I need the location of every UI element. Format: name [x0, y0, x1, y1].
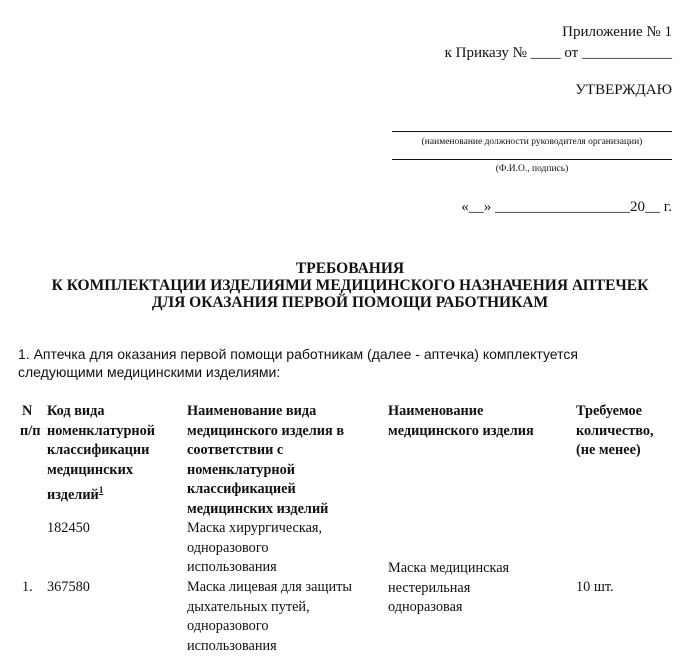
name-caption: (Ф.И.О., подпись) — [495, 164, 569, 174]
header-num — [20, 402, 48, 441]
quantity-cell: 10 шт. — [576, 579, 614, 595]
intro-line-2: следующими медицинскими изделиями: — [18, 364, 281, 380]
row-number-cell: 1. — [22, 579, 33, 595]
name-signature-line — [392, 159, 672, 160]
type-name-line: Маска хирургическая, — [187, 520, 323, 536]
item-name-cell — [388, 559, 573, 618]
type-name-line: Маска лицевая для защиты — [187, 579, 352, 595]
header-type-line-6: медицинских изделий — [187, 500, 329, 517]
title-line-1: ТРЕБОВАНИЯ — [295, 260, 405, 277]
header-code-line-5 — [47, 480, 182, 505]
item-name-line: одноразовая — [388, 599, 463, 615]
code-cell: 182450 — [47, 520, 90, 536]
document-title — [10, 260, 690, 311]
header-qty-line-1: Требуемое — [576, 403, 642, 419]
type-name-line: одноразового — [187, 618, 269, 634]
intro-paragraph — [18, 345, 690, 381]
type-name-cell — [187, 578, 387, 656]
approve-label: УТВЕРЖДАЮ — [575, 82, 672, 98]
footnote-link[interactable]: 1 — [98, 485, 104, 495]
header-code-line-3: классификации — [47, 442, 150, 458]
header-type-line-1: Наименование вида — [187, 403, 317, 419]
header-code-line-2: номенклатурной — [47, 422, 156, 439]
type-name-line: использования — [187, 637, 277, 654]
header-code-line-1: Код вида — [47, 403, 105, 419]
header-code-line-4: медицинских — [47, 461, 134, 478]
header-code-line-5-text: изделий — [47, 486, 99, 503]
order-reference: к Приказу № ____ от ____________ — [444, 45, 672, 61]
header-qty-line-2: количество, — [576, 422, 654, 439]
header-num-line-2: п/п — [20, 422, 41, 439]
position-signature-line — [392, 131, 672, 132]
header-item-name — [388, 402, 573, 441]
header-code — [47, 402, 182, 505]
header-type-line-4: номенклатурной — [187, 461, 296, 478]
type-name-line: дыхательных путей, — [187, 598, 310, 615]
title-line-2: К КОМПЛЕКТАЦИИ ИЗДЕЛИЯМИ МЕДИЦИНСКОГО НАЗНАЧЕНИЯ АПТЕЧЕК — [51, 277, 649, 294]
type-name-cell — [187, 519, 387, 578]
header-type-line-5: классификацией — [187, 481, 296, 497]
type-name-line: одноразового — [187, 539, 269, 556]
header-item-line-1: Наименование — [388, 403, 484, 419]
header-quantity — [576, 402, 691, 461]
header-type-line-3: соответствии с — [187, 442, 284, 458]
header-item-line-2: медицинского изделия — [388, 422, 534, 439]
title-line-3: ДЛЯ ОКАЗАНИЯ ПЕРВОЙ ПОМОЩИ РАБОТНИКАМ — [151, 294, 549, 311]
header-qty-line-3: (не менее) — [576, 442, 641, 458]
item-name-line: Маска медицинская — [388, 560, 510, 576]
item-name-line: нестерильная — [388, 579, 471, 596]
intro-line-1: 1. Аптечка для оказания первой помощи работникам (далее - аптечка) комплектуется — [18, 346, 578, 362]
position-caption: (наименование должности руководителя организации) — [421, 137, 643, 147]
code-cell: 367580 — [47, 579, 90, 595]
header-type-name — [187, 402, 387, 519]
appendix-label: Приложение № 1 — [562, 24, 672, 40]
header-num-line-1: N — [22, 403, 33, 419]
date-line: «__» __________________20__ г. — [461, 199, 672, 215]
header-type-line-2: медицинского изделия в — [187, 422, 345, 439]
type-name-line: использования — [187, 559, 277, 575]
